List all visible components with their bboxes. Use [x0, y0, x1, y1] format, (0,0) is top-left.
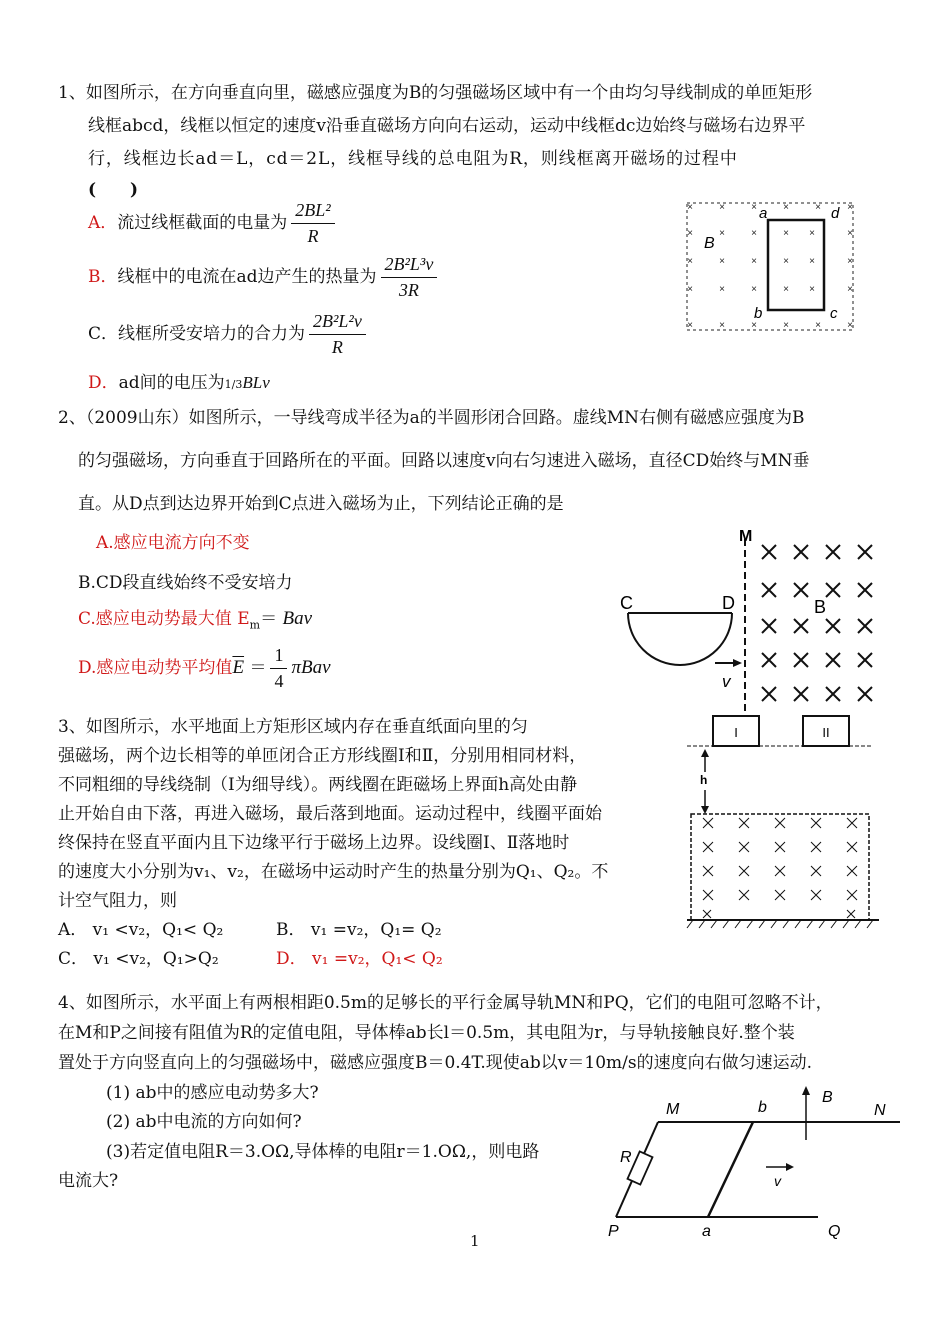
svg-text:×: ×: [783, 284, 789, 295]
q2-option-c: [78, 604, 312, 631]
svg-text:×: ×: [783, 256, 789, 267]
q2-line1: 2、（2009山东）如图所示，一导线弯成半径为a的半圆形闭合回路。虚线MN右侧有磁感应强度为B: [58, 408, 805, 428]
q2-option-c-eq: ＝: [260, 609, 283, 629]
q4-label-P: P: [608, 1223, 619, 1240]
q2-option-c-label: C.感应电动势最大值 E: [78, 609, 250, 629]
q1-option-d-tail: BLv: [242, 373, 270, 392]
q1-option-c-denominator: R: [331, 337, 343, 357]
svg-text:×: ×: [751, 320, 757, 331]
q1-option-c: [88, 311, 370, 358]
q2-option-d-label: D.感应电动势平均值: [78, 658, 233, 678]
svg-text:×: ×: [687, 228, 693, 239]
q3-line7: 计空气阻力，则: [58, 891, 177, 911]
svg-text:×: ×: [783, 202, 789, 213]
q1-option-b-numerator: 2B²L³v: [381, 254, 438, 278]
svg-text:×: ×: [815, 320, 821, 331]
q3-option-c: C． v₁ <v₂，Q₁>Q₂: [58, 949, 219, 969]
q2-option-d-eq: ＝: [244, 658, 267, 678]
q4-line3: 置处于方向竖直向上的匀强磁场中，磁感应强度B＝0.4T.现使ab以v＝10m/s的速度向右做匀速运动.: [58, 1053, 812, 1073]
q1-option-c-numerator: 2B²L²v: [309, 311, 366, 335]
q1-label-d: d: [831, 205, 840, 222]
q1-option-b-denominator: 3R: [398, 280, 419, 300]
q1-label-c: c: [830, 305, 838, 322]
q2-option-c-sub: m: [249, 618, 261, 632]
q1-option-d-label: D．: [88, 373, 119, 393]
q1-option-d-text: ad间的电压为: [118, 373, 225, 393]
q1-line3: 行，线框边长ad＝L，cd＝2L，线框导线的总电阻为R，则线框离开磁场的过程中: [88, 149, 738, 169]
q4-sub2: (2) ab中电流的方向如何?: [106, 1112, 302, 1132]
svg-text:×: ×: [847, 320, 853, 331]
q2-option-c-value: Bav: [282, 608, 313, 629]
q1-line2: 线框abcd，线框以恒定的速度v沿垂直磁场方向向右运动，运动中线框dc边始终与磁场右边界平: [88, 116, 806, 136]
q2-figure: [610, 525, 890, 715]
q1-option-c-label: C．: [88, 324, 119, 344]
q2-label-B: B: [814, 597, 827, 617]
q3-line5: 终保持在竖直平面内且下边缘平行于磁场上边界。设线圈Ⅰ、Ⅱ落地时: [58, 833, 570, 853]
q1-label-B: B: [704, 235, 715, 252]
svg-text:×: ×: [719, 320, 725, 331]
q4-sub1: (1) ab中的感应电动势多大?: [106, 1083, 319, 1103]
svg-text:×: ×: [847, 256, 853, 267]
svg-text:×: ×: [687, 284, 693, 295]
svg-text:×: ×: [719, 284, 725, 295]
svg-text:×: ×: [783, 228, 789, 239]
q1-figure: [682, 198, 862, 336]
q3-option-a: A． v₁ <v₂，Q₁< Q₂: [58, 920, 224, 940]
q2-option-a: A.感应电流方向不变: [96, 533, 250, 553]
q1-option-a-text: 流过线框截面的电量为: [117, 213, 288, 233]
q2-label-v: v: [722, 672, 731, 691]
q1-rectangular-loop: [768, 220, 824, 310]
q1-option-d-fraction: 1/3: [224, 378, 243, 391]
q3-figure: [683, 712, 883, 930]
q1-option-b-label: B．: [88, 267, 118, 287]
q3-line1: 3、如图所示，水平地面上方矩形区域内存在垂直纸面向里的匀: [58, 717, 528, 737]
q2-field-crosses: [762, 545, 872, 701]
q2-label-M: M: [739, 528, 753, 545]
q4-rod-ab: [708, 1122, 753, 1217]
q4-sub3a: (3)若定值电阻R＝3.OΩ,导体棒的电阻r＝1.OΩ,，则电路: [106, 1142, 540, 1162]
q4-label-Q: Q: [828, 1223, 841, 1240]
q4-label-R: R: [620, 1149, 632, 1166]
svg-text:×: ×: [809, 284, 815, 295]
svg-text:×: ×: [751, 284, 757, 295]
svg-text:×: ×: [847, 228, 853, 239]
q2-option-b: B.CD段直线始终不受安培力: [78, 573, 293, 593]
q1-option-a-label: A．: [88, 213, 118, 233]
q1-option-a: [88, 200, 339, 247]
q2-label-D: D: [722, 593, 735, 613]
q1-option-a-numerator: 2BL²: [291, 200, 334, 224]
q4-label-v: v: [774, 1173, 781, 1189]
q1-option-b: [88, 254, 441, 301]
q4-label-a: a: [702, 1223, 711, 1240]
q1-option-c-text: 线框所受安培力的合力为: [118, 324, 306, 344]
q3-option-b: B． v₁ =v₂，Q₁= Q₂: [276, 920, 442, 940]
q2-line3: 直。从D点到达边界开始到C点进入磁场为止，下列结论正确的是: [78, 494, 564, 514]
svg-text:×: ×: [719, 202, 725, 213]
q1-option-a-denominator: R: [307, 226, 319, 246]
svg-text:×: ×: [687, 320, 693, 331]
svg-text:×: ×: [687, 256, 693, 267]
q4-label-b: b: [758, 1099, 767, 1116]
q2-semicircle: [628, 613, 732, 665]
q3-line4: 止开始自由下落，再进入磁场，最后落到地面。运动过程中，线圈平面始: [58, 804, 602, 824]
q3-option-d: D． v₁ =v₂，Q₁< Q₂: [276, 949, 443, 969]
q2-label-C: C: [620, 593, 633, 613]
q2-option-d-E: $\overline{E}$: [232, 657, 245, 678]
q4-label-B: B: [822, 1089, 833, 1106]
q3-label-I: I: [734, 725, 738, 740]
svg-text:×: ×: [809, 228, 815, 239]
q2-option-d: [78, 645, 331, 692]
q4-label-N: N: [874, 1102, 886, 1119]
q1-paren: ( ): [88, 180, 139, 200]
svg-text:×: ×: [847, 202, 853, 213]
q3-label-h: h: [700, 773, 708, 787]
q4-sub3b: 电流大?: [58, 1171, 119, 1191]
q3-line2: 强磁场，两个边长相等的单匝闭合正方形线圈Ⅰ和Ⅱ，分别用相同材料，: [58, 746, 587, 766]
q4-figure: [598, 1082, 910, 1242]
svg-text:×: ×: [751, 228, 757, 239]
q1-option-d: [88, 368, 270, 393]
q3-field-region: [691, 814, 869, 920]
q3-line3: 不同粗细的导线绕制（Ⅰ为细导线）。两线圈在距磁场上界面h高处由静: [58, 775, 578, 795]
svg-text:×: ×: [719, 228, 725, 239]
q1-field-crosses: [687, 202, 853, 331]
q1-option-b-text: 线框中的电流在ad边产生的热量为: [117, 267, 377, 287]
q4-line1: 4、如图所示，水平面上有两根相距0.5m的足够长的平行金属导轨MN和PQ，它们的电阻可忽略不计，: [58, 993, 833, 1013]
q2-line2: 的匀强磁场，方向垂直于回路所在的平面。回路以速度v向右匀速进入磁场，直径CD始终与MN垂: [78, 451, 810, 471]
q1-label-b: b: [754, 305, 763, 322]
q3-line6: 的速度大小分别为v₁、v₂，在磁场中运动时产生的热量分别为Q₁、Q₂。不: [58, 862, 609, 882]
svg-text:×: ×: [783, 320, 789, 331]
q2-option-d-numerator: 1: [270, 645, 287, 669]
q1-label-a: a: [759, 205, 768, 222]
q3-field-crosses: [703, 818, 857, 918]
svg-text:×: ×: [809, 256, 815, 267]
q2-option-d-tail: πBav: [291, 657, 331, 678]
q1-line1: 1、如图所示，在方向垂直向里，磁感应强度为B的匀强磁场区域中有一个由均匀导线制成的单匝矩形: [58, 83, 813, 103]
q4-label-M: M: [666, 1101, 680, 1118]
svg-text:×: ×: [719, 256, 725, 267]
svg-text:×: ×: [847, 284, 853, 295]
page-number: 1: [470, 1232, 480, 1250]
q4-line2: 在M和P之间接有阻值为R的定值电阻，导体棒ab长l＝0.5m，其电阻为r，与导轨接触良好.整个装: [58, 1023, 795, 1043]
svg-text:×: ×: [751, 256, 757, 267]
q2-option-d-denominator: 4: [274, 671, 284, 691]
q3-ground-hatch: [687, 920, 873, 928]
svg-text:×: ×: [815, 202, 821, 213]
svg-text:×: ×: [687, 202, 693, 213]
q3-label-II: II: [822, 725, 830, 740]
svg-text:×: ×: [751, 202, 757, 213]
